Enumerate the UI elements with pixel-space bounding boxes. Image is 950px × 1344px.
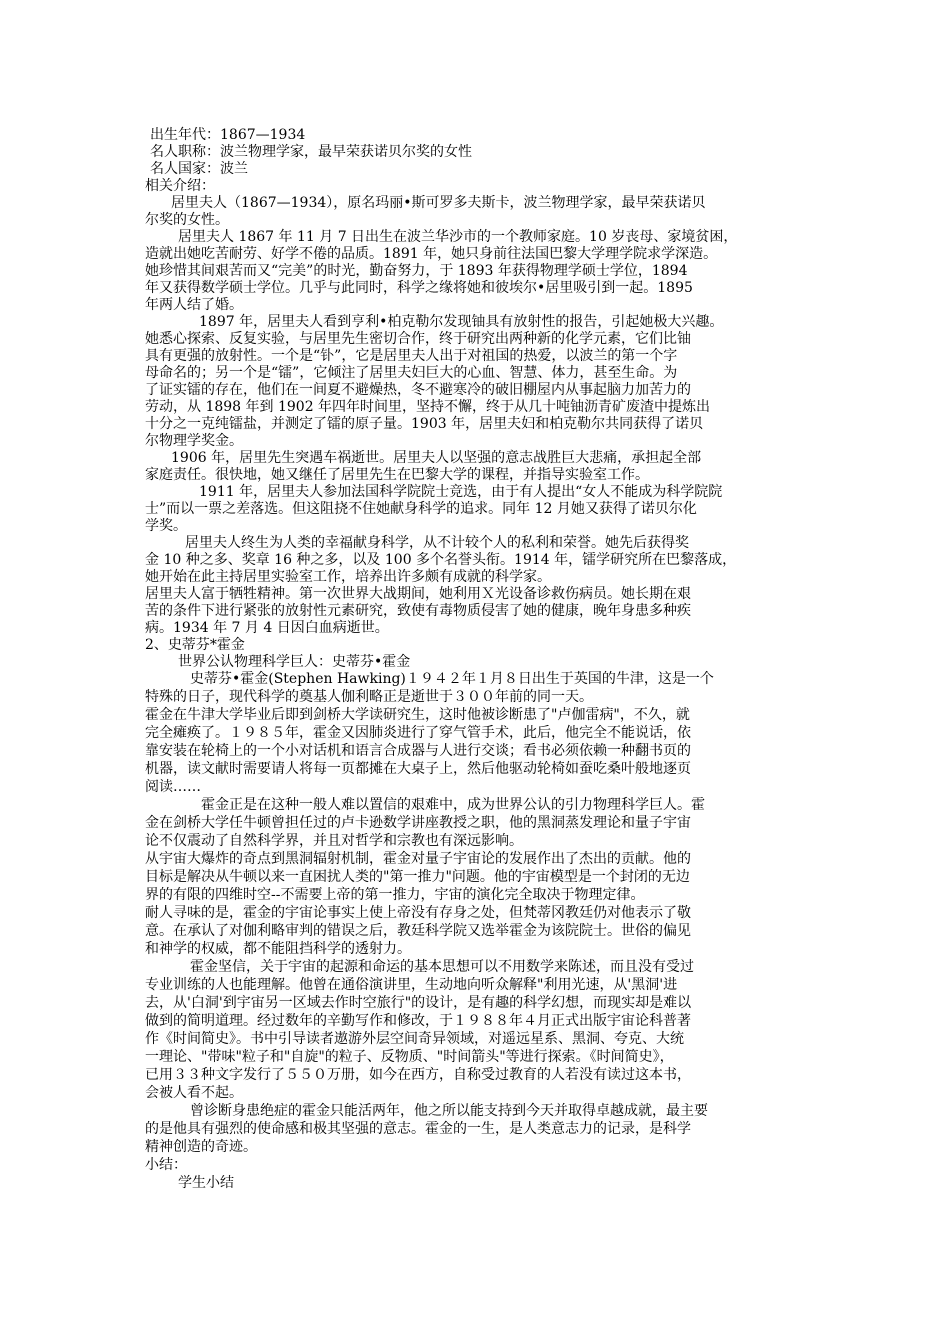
curie-line: 苦的条件下进行紧张的放射性元素研究，致使有毒物质侵害了她的健康，晚年身患多种疾 [145,603,691,619]
summary-body: 学生小结 [178,1175,234,1191]
hawking-line: 的是他具有强烈的使命感和极其坚强的意志。霍金的一生，是人类意志力的记录，是科学 [145,1121,691,1137]
hawking-line: 从宇宙大爆炸的奇点到黑洞辐射机制，霍金对量子宇宙论的发展作出了杰出的贡献。他的 [145,851,691,867]
curie-line: 居里夫人（1867—1934），原名玛丽•斯可罗多夫斯卡，波兰物理学家，最早荣获诺贝 [171,195,706,211]
hawking-line: 霍金坚信，关于宇宙的起源和命运的基本思想可以不用数学来陈述，而且没有受过 [190,959,694,975]
hawking-line: 界的有限的四维时空--不需要上帝的第一推力，宇宙的演化完全取决于物理定律。 [145,887,645,903]
hawking-line: 和神学的权威，都不能阻挡科学的透射力。 [145,941,411,957]
curie-line: 十分之一克纯镭盐，并测定了镭的原子量。1903 年，居里夫妇和柏克勒尔共同获得了诺贝 [145,416,704,432]
hawking-line: 去，从'白洞'到宇宙另一区域去作时空旅行"的设计，是有趣的科学幻想，而现实却是难以 [145,995,692,1011]
hawking-line: 机器，读文献时需要请人将每一页都摊在大桌子上，然后他驱动轮椅如蚕吃桑叶般地逐页 [145,761,691,777]
curie-line: 具有更强的放射性。一个是“钋”，它是居里夫人出于对祖国的热爱，以波兰的第一个字 [145,348,678,364]
hawking-line: 特殊的日子，现代科学的奠基人伽利略正是逝世于３００年前的同一天。 [145,689,593,705]
hawking-line: 论不仅震动了自然科学界，并且对哲学和宗教也有深远影响。 [145,833,523,849]
hawking-line: 阅读…… [145,779,201,795]
curie-line: 居里夫人富于牺牲精神。第一次世界大战期间，她利用Ｘ光设备诊救伤病员。她长期在艰 [145,586,691,602]
curie-line: 了证实镭的存在，他们在一间夏不避燥热，冬不避寒冷的破旧棚屋内从事起脑力加苦力的 [145,382,691,398]
curie-line: 年两人结了婚。 [145,297,243,313]
curie-line: 居里夫人 1867 年 11 月 7 日出生在波兰华沙市的一个教师家庭。10 岁丧母、家境贫困， [178,229,738,245]
intro-heading: 相关介绍： [145,178,215,194]
curie-line: 尔物理学奖金。 [145,433,243,449]
curie-line: 1906 年，居里先生突遇车祸逝世。居里夫人以坚强的意志战胜巨大悲痛，承担起全部 [171,450,702,466]
hawking-line: 目标是解决从牛顿以来一直困扰人类的"第一推力"问题。他的宇宙模型是一个封闭的无边 [145,869,690,885]
hawking-line: 做到的简明道理。经过数年的辛勤写作和修改，于１９８８年４月正式出版宇宙论科普著 [145,1013,691,1029]
curie-line: 尔奖的女性。 [145,212,229,228]
curie-line: 年又获得数学硕士学位。几乎与此同时，科学之缘将她和彼埃尔•居里吸引到一起。1895 [145,280,693,296]
hawking-line: 霍金在牛津大学毕业后即到剑桥大学读研究生，这时他被诊断患了"卢伽雷病"，不久，就 [145,707,690,723]
hawking-line: 曾诊断身患绝症的霍金只能活两年，他之所以能支持到今天并取得卓越成就，最主要 [190,1103,708,1119]
birth-years: 出生年代：1867—1934 [150,127,306,143]
hawking-line: 耐人寻味的是，霍金的宇宙论事实上使上帝没有存身之处，但梵蒂冈教廷仍对他表示了敬 [145,905,691,921]
curie-line: 1897 年，居里夫人看到亨利•柏克勒尔发现铀具有放射性的报告，引起她极大兴趣。 [199,314,724,330]
hawking-line: 完全瘫痪了。１９８５年，霍金又因肺炎进行了穿气管手术，此后，他完全不能说话，依 [145,725,691,741]
title-line: 名人职称：波兰物理学家，最早荣获诺贝尔奖的女性 [150,144,472,160]
hawking-line: 霍金正是在这种一般人难以置信的艰难中，成为世界公认的引力物理科学巨人。霍 [201,797,705,813]
curie-line: 学奖。 [145,518,187,534]
curie-line: 金 10 种之多、奖章 16 种之多，以及 100 多个名誉头衔。1914 年，镭学研究所在巴黎落成， [145,552,737,568]
hawking-subtitle: 世界公认物理科学巨人：史蒂芬•霍金 [178,654,411,670]
hawking-line: 一理论、"带味"粒子和"自旋"的粒子、反物质、"时间箭头"等进行探索。《时间简史》， [145,1049,674,1065]
country-line: 名人国家：波兰 [150,161,248,177]
hawking-heading: 2、史蒂芬*霍金 [145,637,245,653]
hawking-line: 金在剑桥大学任牛顿曾担任过的卢卡逊数学讲座教授之职，他的黑洞蒸发理论和量子宇宙 [145,815,691,831]
hawking-line: 作《时间简史》。书中引导读者遨游外层空间奇异领域，对遥远星系、黑洞、夸克、大统 [145,1031,684,1047]
curie-line: 劳动，从 1898 年到 1902 年四年时间里，坚持不懈，终于从几十吨铀沥青矿废渣中提炼出 [145,399,711,415]
hawking-line: 精神创造的奇迹。 [145,1139,257,1155]
curie-line: 她开始在此主持居里实验室工作，培养出许多颇有成就的科学家。 [145,569,551,585]
hawking-line: 会被人看不起。 [145,1085,243,1101]
curie-line: 她悉心探索、反复实验，与居里先生密切合作，终于研究出两种新的化学元素，它们比铀 [145,331,691,347]
curie-line: 1911 年，居里夫人参加法国科学院院士竞选，由于有人提出“女人不能成为科学院院 [199,484,723,500]
summary-heading: 小结： [145,1157,187,1173]
curie-line: 家庭责任。很快地，她又继任了居里先生在巴黎大学的课程，并指导实验室工作。 [145,467,649,483]
curie-line: 造就出她吃苦耐劳、好学不倦的品质。1891 年，她只身前往法国巴黎大学理学院求学深造。 [145,246,718,262]
curie-line: 居里夫人终生为人类的幸福献身科学，从不计较个人的私利和荣誉。她先后获得奖 [185,535,689,551]
curie-line: 她珍惜其间艰苦而又“完美”的时光，勤奋努力，于 1893 年获得物理学硕士学位，1894 [145,263,688,279]
curie-line: 士”而以一票之差落选。但这阻挠不住她献身科学的追求。同年 12 月她又获得了诺贝尔化 [145,501,697,517]
curie-line: 病。1934 年 7 月 4 日因白血病逝世。 [145,620,389,636]
hawking-line: 意。在承认了对伽利略审判的错误之后，教廷科学院又选举霍金为该院院士。世俗的偏见 [145,923,691,939]
hawking-line: 专业训练的人也能理解。他曾在通俗演讲里，生动地向听众解释"利用光速，从'黑洞'进 [145,977,678,993]
hawking-line: 已用３３种文字发行了５５０万册，如今在西方，自称受过教育的人若没有读过这本书， [145,1067,691,1083]
hawking-line: 史蒂芬•霍金(Stephen Hawking)１９４２年１月８日出生于英国的牛津，这是一个 [190,671,714,687]
curie-line: 母命名的；另一个是“镭”，它倾注了居里夫妇巨大的心血、智慧、体力，甚至生命。为 [145,365,678,381]
hawking-line: 靠安装在轮椅上的一个小对话机和语言合成器与人进行交谈；看书必须依赖一种翻书页的 [145,743,691,759]
